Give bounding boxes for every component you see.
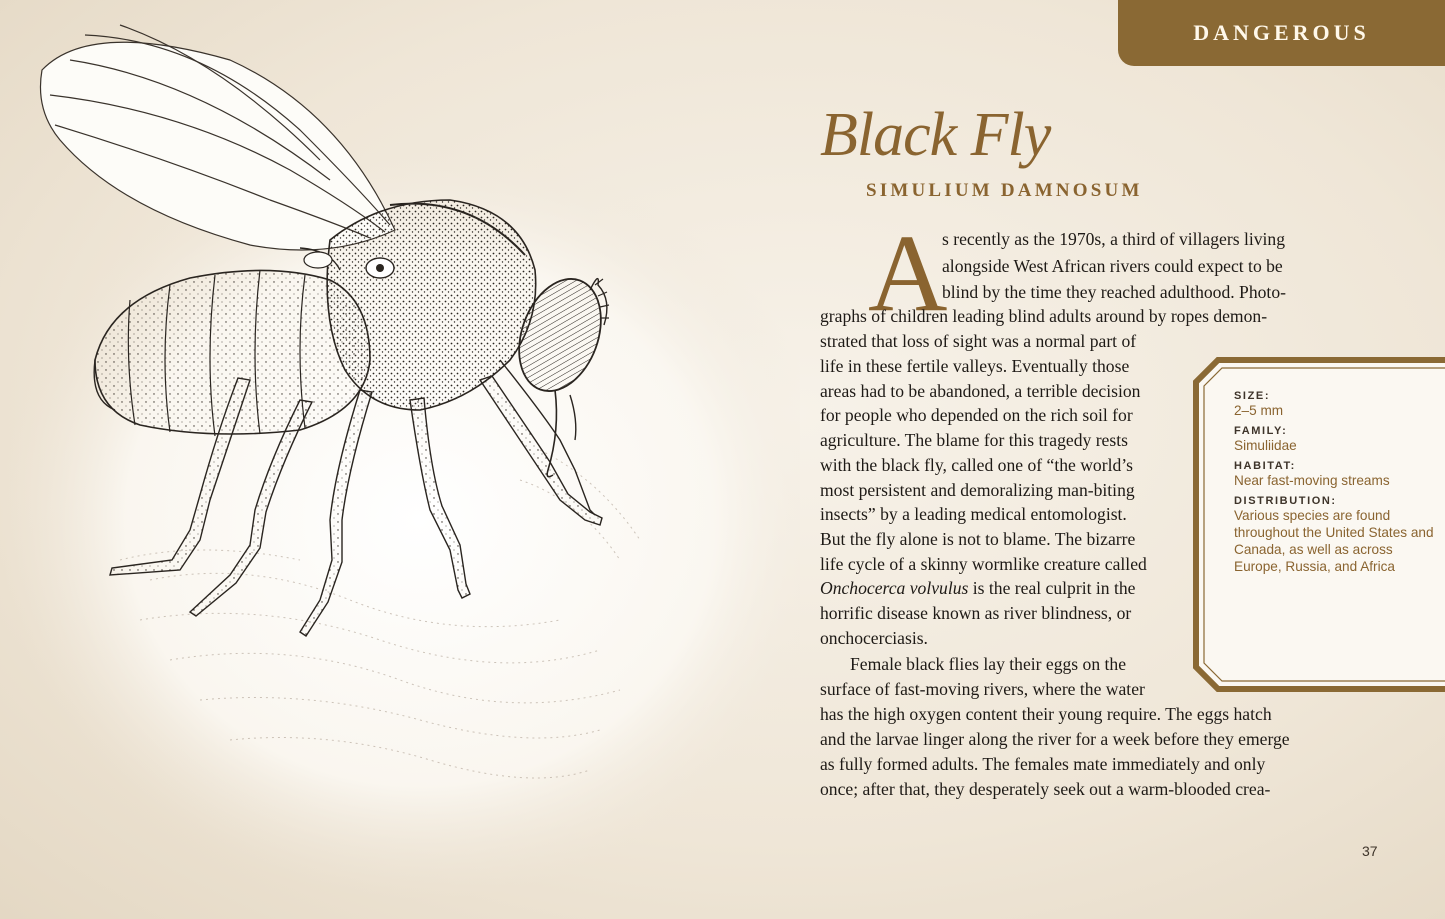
body-line: But the fly alone is not to blame. The bizarre	[820, 529, 1136, 549]
body-line: surface of fast-moving rivers, where the water	[820, 679, 1145, 699]
body-line: Female black flies lay their eggs on the	[850, 654, 1127, 674]
species-name-italic: Onchocerca volvulus	[820, 578, 969, 598]
body-line: insects” by a leading medical entomologist.	[820, 504, 1127, 524]
body-line-rest: is the real culprit in the	[968, 578, 1136, 598]
body-line: strated that loss of sight was a normal part of	[820, 331, 1137, 351]
fact-label-habitat: HABITAT:	[1234, 460, 1296, 472]
page-title: Black Fly	[820, 101, 1051, 169]
body-line: onchocerciasis.	[820, 628, 928, 648]
body-line: has the high oxygen content their young require. The eggs hatch	[820, 704, 1272, 724]
section-tab-label: DANGEROUS	[1193, 20, 1370, 45]
body-line: alongside West African rivers could expect to be	[942, 256, 1283, 276]
body-line: and the larvae linger along the river for a week before they emerge	[820, 729, 1290, 749]
body-line: as fully formed adults. The females mate immediately and only	[820, 754, 1266, 774]
fact-value-family: Simuliidae	[1234, 438, 1297, 453]
fact-list	[1234, 390, 1434, 575]
body-line: life in these fertile valleys. Eventually those	[820, 356, 1130, 376]
body-line: once; after that, they desperately seek out a warm-blooded crea-	[820, 779, 1271, 799]
page-number: 37	[1362, 843, 1378, 859]
body-line: life cycle of a skinny wormlike creature called	[820, 554, 1147, 574]
body-line: agriculture. The blame for this tragedy rests	[820, 430, 1128, 450]
fact-value-distribution: Various species are found throughout the United States and Canada, as well as across Europe, Russia, and Africa	[1234, 508, 1434, 574]
fact-label-distribution: DISTRIBUTION:	[1234, 495, 1337, 507]
body-line: areas had to be abandoned, a terrible decision	[820, 381, 1141, 401]
fact-label-size: SIZE:	[1234, 390, 1271, 402]
drop-cap: A	[868, 212, 948, 334]
body-line-italic	[820, 578, 1135, 599]
body-line: with the black fly, called one of “the world’s	[820, 455, 1134, 475]
body-line: for people who depended on the rich soil for	[820, 405, 1133, 425]
section-tab-dangerous	[1118, 0, 1445, 66]
body-line: horrific disease known as river blindness, or	[820, 603, 1132, 623]
scientific-name: SIMULIUM DAMNOSUM	[866, 180, 1143, 201]
body-line: most persistent and demoralizing man-biting	[820, 480, 1135, 500]
body-line: s recently as the 1970s, a third of villagers living	[942, 229, 1286, 249]
fly-wing	[40, 25, 395, 250]
fact-value-habitat: Near fast-moving streams	[1234, 473, 1390, 488]
fact-box	[1188, 352, 1445, 697]
body-line: blind by the time they reached adulthood. Photo-	[942, 282, 1286, 302]
fact-value-size: 2–5 mm	[1234, 403, 1284, 418]
body-line: graphs of children leading blind adults around by ropes demon-	[820, 306, 1268, 326]
fact-label-family: FAMILY:	[1234, 425, 1288, 437]
